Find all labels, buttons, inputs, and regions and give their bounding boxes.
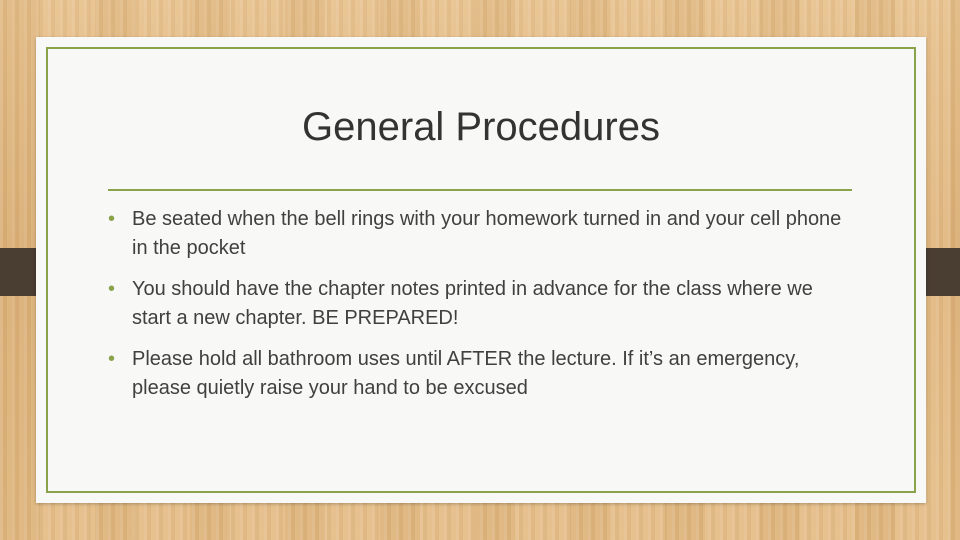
slide-title: General Procedures xyxy=(302,105,660,149)
bullet-text: You should have the chapter notes printed in advance for the class where we start a new chapter. BE PREPARED! xyxy=(132,278,813,329)
bullet-list xyxy=(108,205,848,415)
bullet-item xyxy=(108,345,848,403)
bullet-text: Be seated when the bell rings with your homework turned in and your cell phone in the pocket xyxy=(132,208,842,259)
title-divider xyxy=(108,189,852,191)
bullet-dot-icon: • xyxy=(108,348,116,370)
bullet-dot-icon: • xyxy=(108,208,116,230)
bullet-text: Please hold all bathroom uses until AFTER the lecture. If it’s an emergency, please quietly raise your hand to be excused xyxy=(132,348,800,399)
slide-card xyxy=(36,37,926,503)
bullet-item xyxy=(108,205,848,263)
bullet-item xyxy=(108,275,848,333)
bullet-dot-icon: • xyxy=(108,278,116,300)
